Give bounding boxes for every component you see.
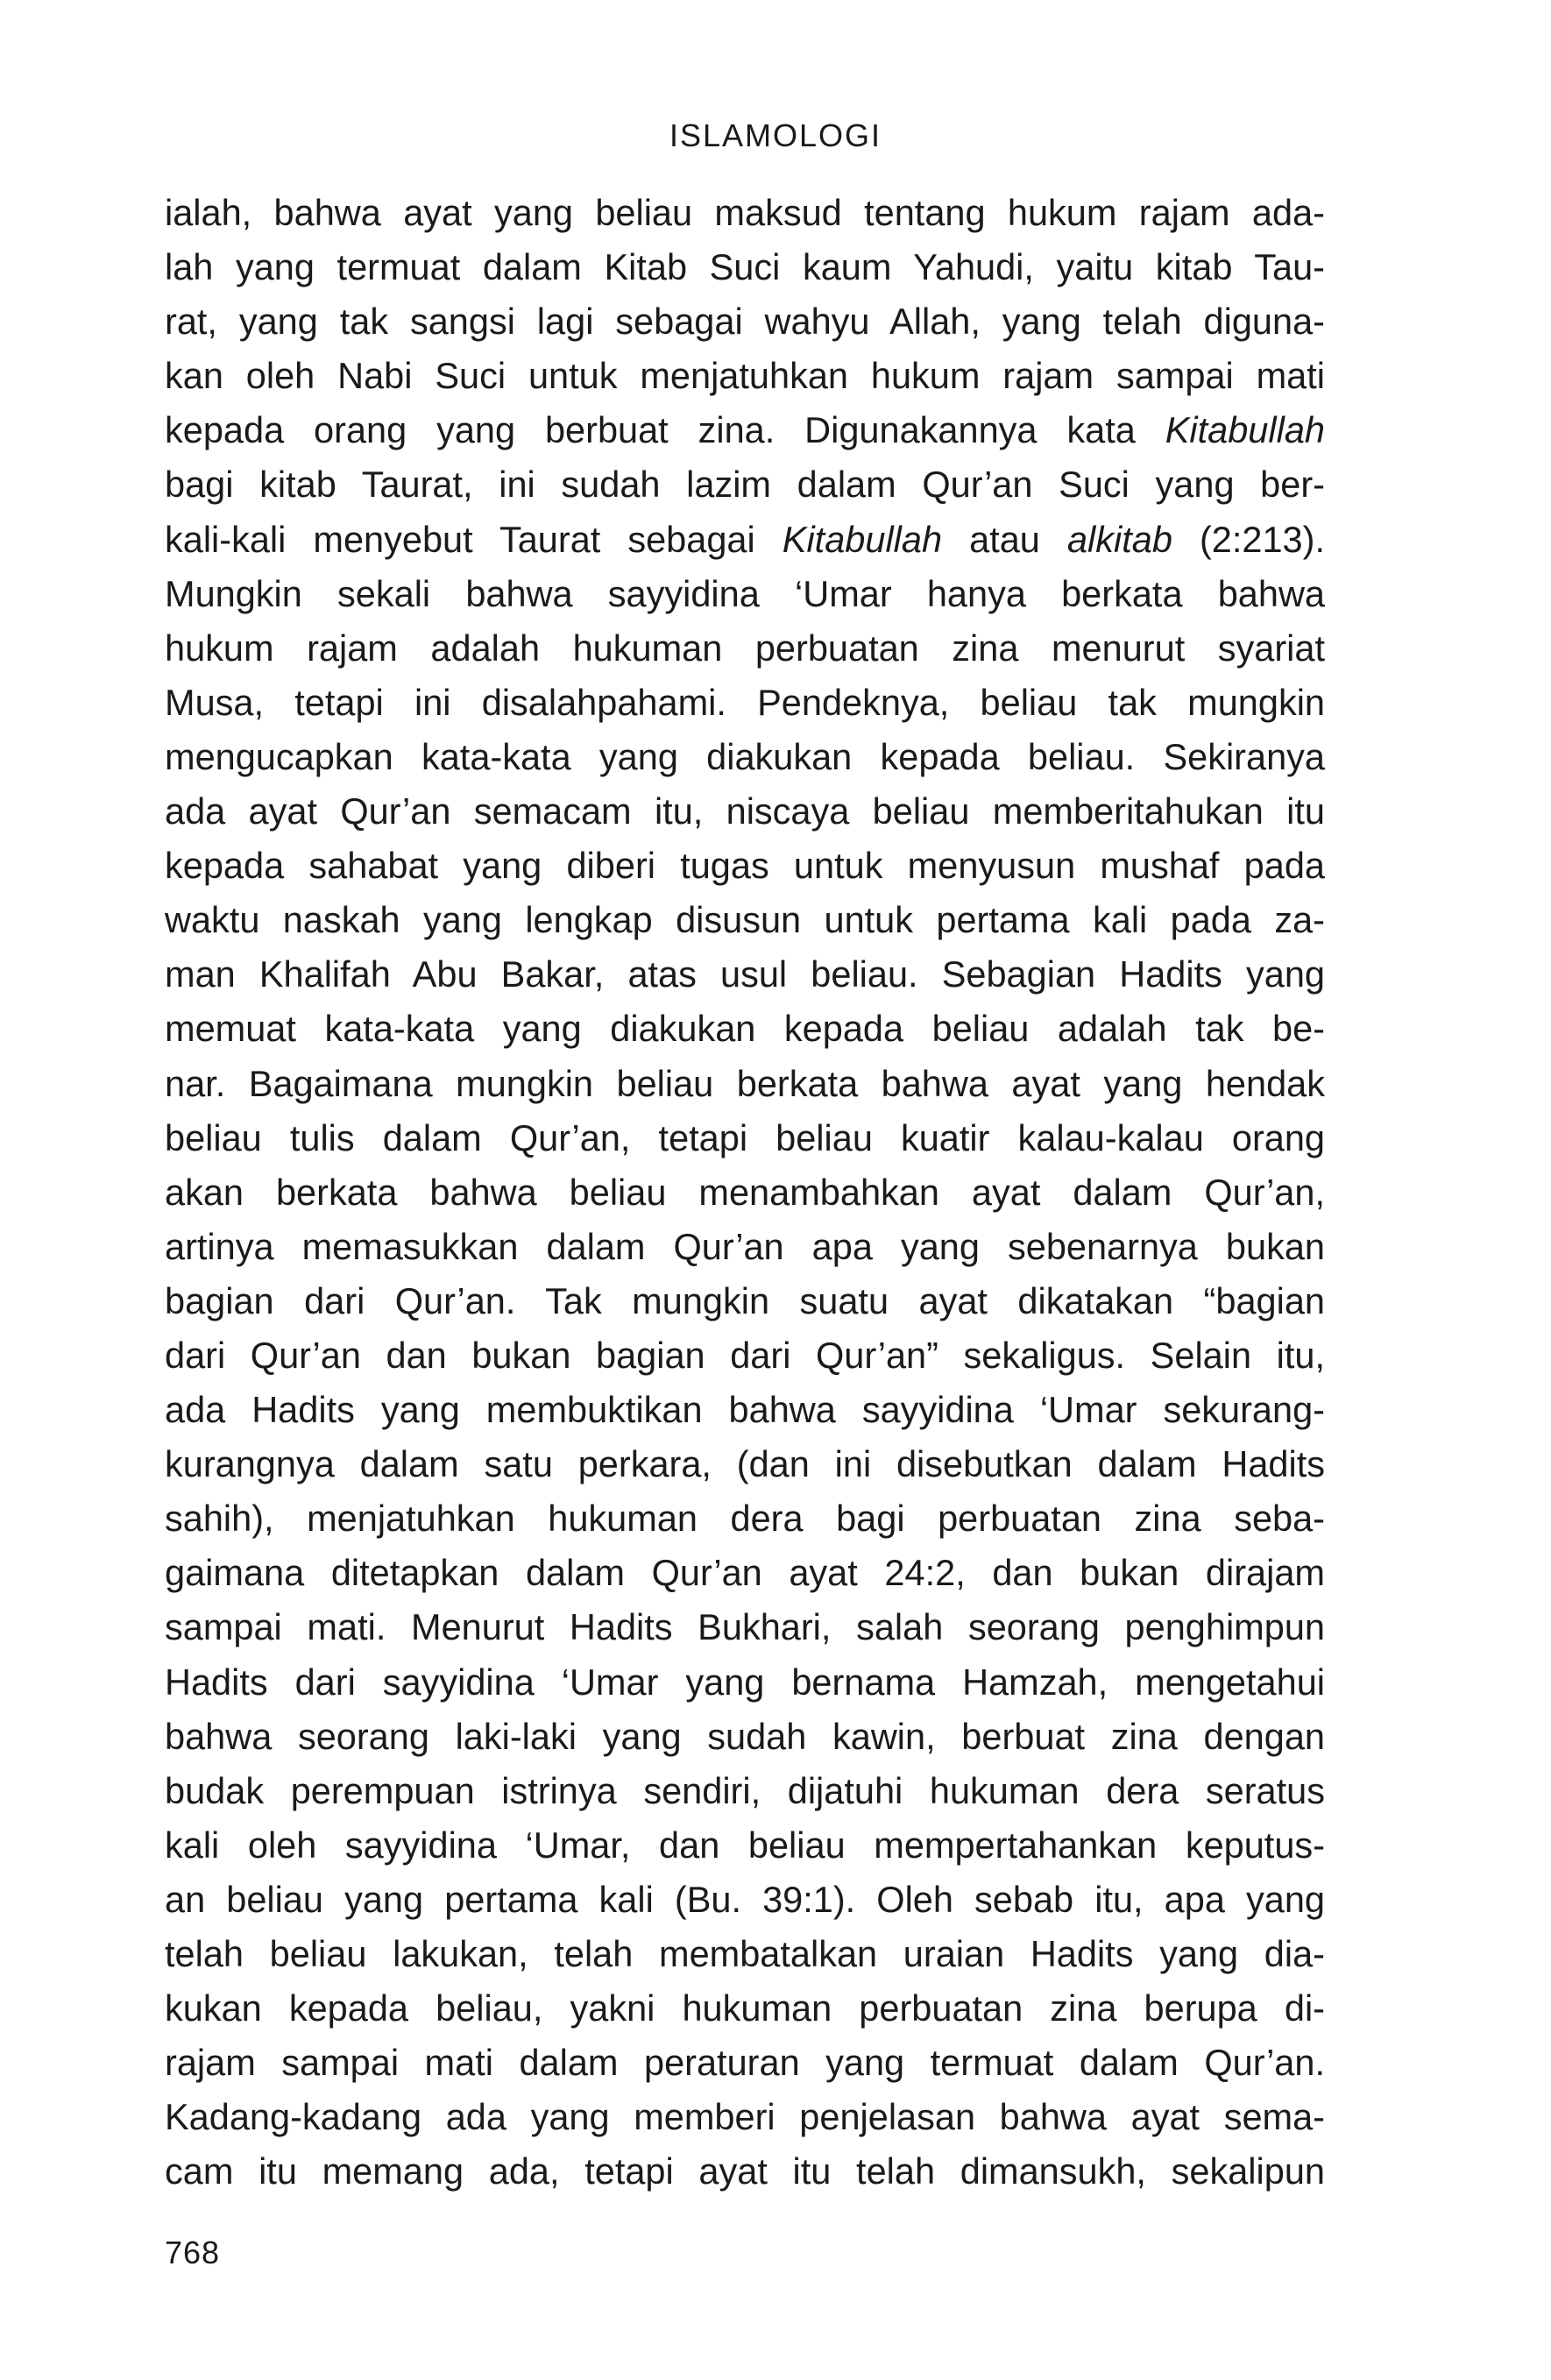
text-line: kepada sahabat yang diberi tugas untuk menyusun mushaf pada: [165, 845, 1325, 887]
text-line: hukum rajam adalah hukuman perbuatan zina menurut syariat: [165, 627, 1325, 669]
text-line: gaimana ditetapkan dalam Qur’an ayat 24:2, dan bukan dirajam: [165, 1552, 1325, 1594]
text-line: Hadits dari sayyidina ‘Umar yang bernama Hamzah, mengetahui: [165, 1661, 1325, 1703]
text-line: bagian dari Qur’an. Tak mungkin suatu ayat dikatakan “bagian: [165, 1279, 1325, 1321]
text-line: beliau tulis dalam Qur’an, tetapi beliau kuatir kalau-kalau orang: [165, 1116, 1325, 1158]
text-line: kan oleh Nabi Suci untuk menjatuhkan hukum rajam sampai mati: [165, 355, 1325, 397]
text-line: dari Qur’an dan bukan bagian dari Qur’an” sekaligus. Selain itu,: [165, 1334, 1325, 1376]
text-line: ialah, bahwa ayat yang beliau maksud tentang hukum rajam ada-: [165, 192, 1325, 233]
text-line: Mungkin sekali bahwa sayyidina ‘Umar hanya berkata bahwa: [165, 572, 1325, 614]
text-line: kukan kepada beliau, yakni hukuman perbuatan zina berupa di-: [165, 1987, 1325, 2029]
text-line: nar. Bagaimana mungkin beliau berkata bahwa ayat yang hendak: [165, 1062, 1325, 1104]
text-line: bagi kitab Taurat, ini sudah lazim dalam Qur’an Suci yang ber-: [165, 464, 1325, 506]
text-line: kali oleh sayyidina ‘Umar, dan beliau mempertahankan keputus-: [165, 1824, 1325, 1866]
text-line: waktu naskah yang lengkap disusun untuk pertama kali pada za-: [165, 899, 1325, 941]
page-number: 768: [165, 2235, 221, 2270]
text-line: kurangnya dalam satu perkara, (dan ini disebutkan dalam Hadits: [165, 1443, 1325, 1485]
text-line: mengucapkan kata-kata yang diakukan kepada beliau. Sekiranya: [165, 735, 1325, 777]
text-line: kali-kali menyebut Taurat sebagai Kitabullah atau alkitab (2:213).: [165, 518, 1325, 560]
text-line: Kadang-kadang ada yang memberi penjelasan bahwa ayat sema-: [165, 2096, 1325, 2138]
text-line: ada Hadits yang membuktikan bahwa sayyidina ‘Umar sekurang-: [165, 1389, 1325, 1431]
text-line: lah yang termuat dalam Kitab Suci kaum Yahudi, yaitu kitab Tau-: [165, 246, 1325, 288]
text-line: sahih), menjatuhkan hukuman dera bagi perbuatan zina seba-: [165, 1498, 1325, 1540]
body-text: [165, 186, 1325, 2199]
text-line: budak perempuan istrinya sendiri, dijatuhi hukuman dera seratus: [165, 1769, 1325, 1811]
text-line: telah beliau lakukan, telah membatalkan uraian Hadits yang dia-: [165, 1933, 1325, 1974]
text-line: akan berkata bahwa beliau menambahkan ayat dalam Qur’an,: [165, 1171, 1325, 1213]
text-line: bahwa seorang laki-laki yang sudah kawin, berbuat zina dengan: [165, 1715, 1325, 1757]
text-line: kepada orang yang berbuat zina. Digunakannya kata Kitabullah: [165, 409, 1325, 451]
text-line: artinya memasukkan dalam Qur’an apa yang sebenarnya bukan: [165, 1225, 1325, 1267]
text-line: memuat kata-kata yang diakukan kepada beliau adalah tak be-: [165, 1008, 1325, 1050]
text-line: ada ayat Qur’an semacam itu, niscaya beliau memberitahukan itu: [165, 790, 1325, 832]
text-line: rajam sampai mati dalam peraturan yang termuat dalam Qur’an.: [165, 2042, 1325, 2084]
text-line: man Khalifah Abu Bakar, atas usul beliau. Sebagian Hadits yang: [165, 953, 1325, 995]
text-line: cam itu memang ada, tetapi ayat itu telah dimansukh, sekalipun: [165, 2150, 1325, 2192]
text-line: rat, yang tak sangsi lagi sebagai wahyu Allah, yang telah diguna-: [165, 301, 1325, 343]
text-line: Musa, tetapi ini disalahpahami. Pendeknya, beliau tak mungkin: [165, 681, 1325, 723]
text-line: sampai mati. Menurut Hadits Bukhari, salah seorang penghimpun: [165, 1606, 1325, 1648]
running-header: ISLAMOLOGI: [669, 117, 882, 153]
text-line: an beliau yang pertama kali (Bu. 39:1). Oleh sebab itu, apa yang: [165, 1878, 1325, 1920]
